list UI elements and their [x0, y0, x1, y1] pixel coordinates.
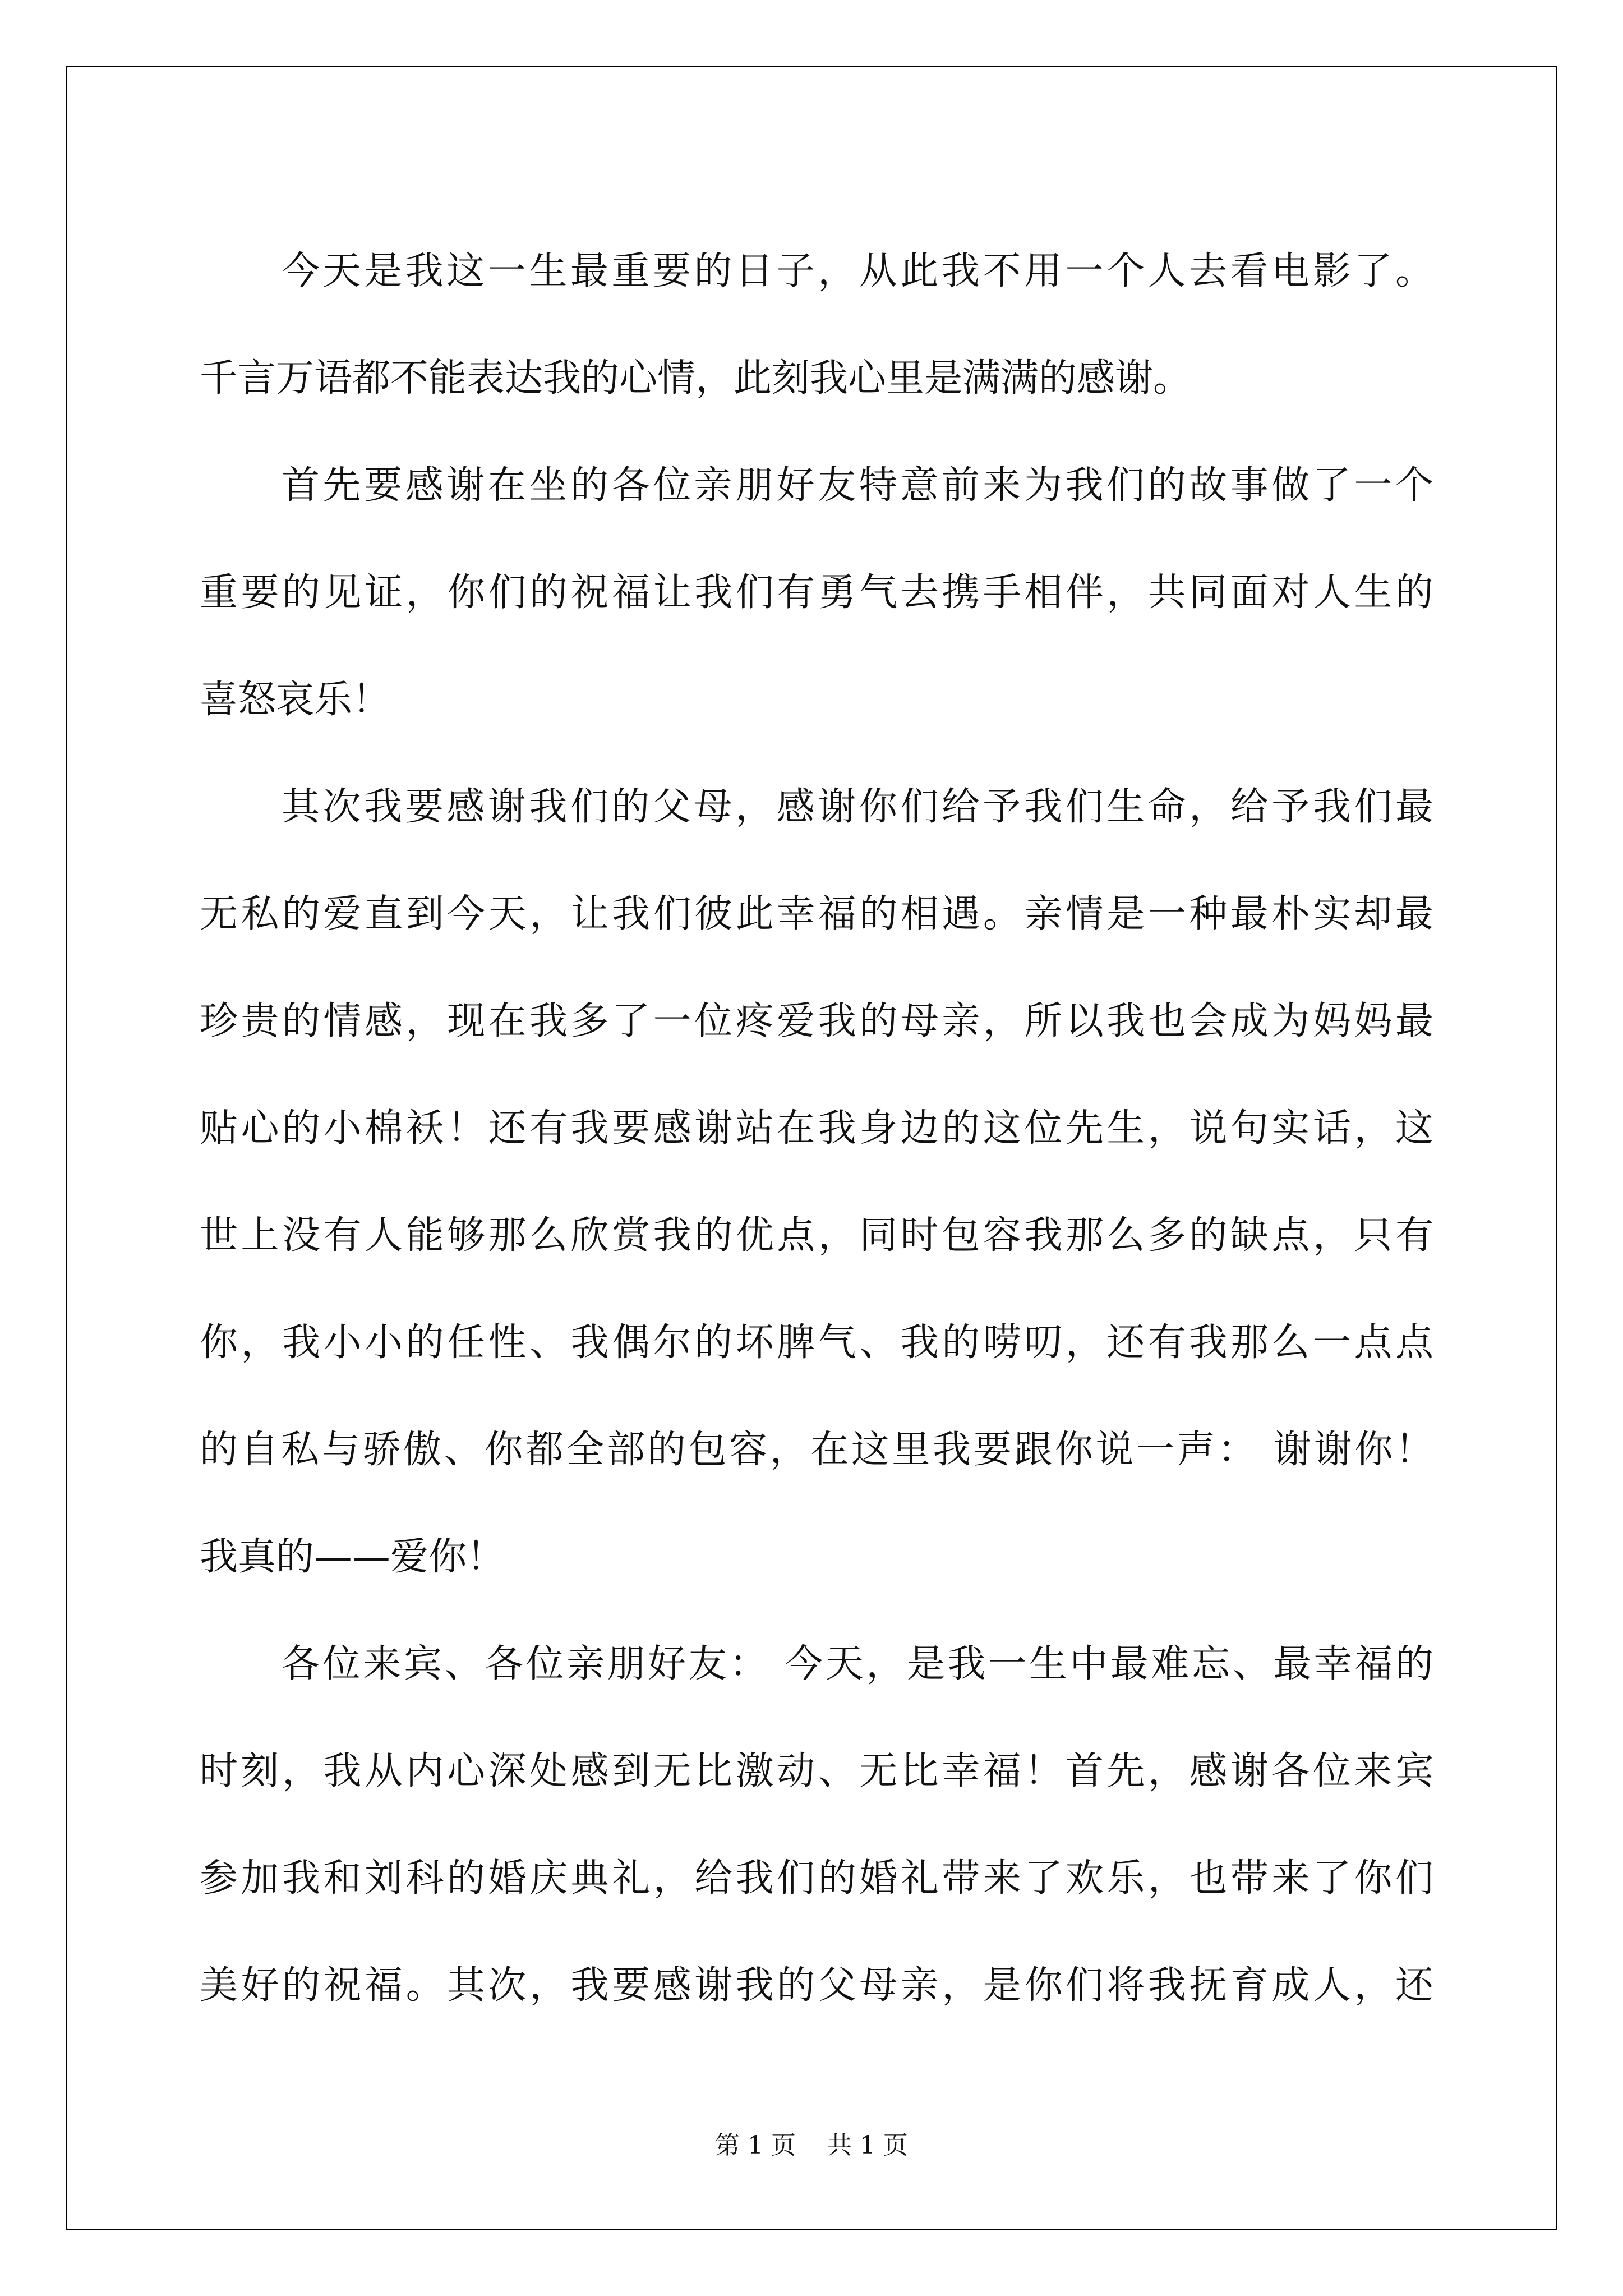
text-line-3: 首先要感谢在坐的各位亲朋好友特意前来为我们的故事做了一个 — [282, 463, 1433, 508]
text-line-11: 你，我小小的任性、我偶尔的坏脾气、我的唠叨，还有我那么一点点 — [200, 1320, 1433, 1365]
text-line-2: 千言万语都不能表达我的心情，此刻我心里是满满的感谢。 — [200, 356, 1192, 401]
page-number: 第 1 页 — [715, 2131, 796, 2160]
text-line-4: 重要的见证，你们的祝福让我们有勇气去携手相伴，共同面对人生的 — [200, 570, 1433, 615]
text-line-8: 珍贵的情感，现在我多了一位疼爱我的母亲，所以我也会成为妈妈最 — [200, 999, 1433, 1043]
page-total: 共 1 页 — [827, 2131, 908, 2160]
text-line-17: 美好的祝福。其次，我要感谢我的父母亲，是你们将我抚育成人，还 — [200, 1963, 1433, 2008]
text-line-5: 喜怒哀乐！ — [200, 678, 391, 722]
text-line-6: 其次我要感谢我们的父母，感谢你们给予我们生命，给予我们最 — [282, 785, 1433, 829]
text-line-15: 时刻，我从内心深处感到无比激动、无比幸福！首先，感谢各位来宾 — [200, 1749, 1433, 1793]
text-line-13: 我真的——爱你！ — [200, 1535, 505, 1579]
text-line-7: 无私的爱直到今天，让我们彼此幸福的相遇。亲情是一种最朴实却最 — [200, 892, 1433, 936]
text-line-9: 贴心的小棉袄！还有我要感谢站在我身边的这位先生，说句实话，这 — [200, 1106, 1433, 1151]
text-line-16: 参加我和刘科的婚庆典礼，给我们的婚礼带来了欢乐，也带来了你们 — [200, 1856, 1433, 1901]
text-line-12: 的自私与骄傲、你都全部的包容，在这里我要跟你说一声： 谢谢你！ — [200, 1428, 1433, 1472]
page-footer — [0, 2129, 1623, 2162]
text-line-14: 各位来宾、各位亲朋好友： 今天，是我一生中最难忘、最幸福的 — [282, 1642, 1433, 1686]
text-line-1: 今天是我这一生最重要的日子，从此我不用一个人去看电影了。 — [282, 249, 1433, 293]
text-line-10: 世上没有人能够那么欣赏我的优点，同时包容我那么多的缺点，只有 — [200, 1213, 1433, 1258]
document-body — [200, 218, 1433, 2039]
